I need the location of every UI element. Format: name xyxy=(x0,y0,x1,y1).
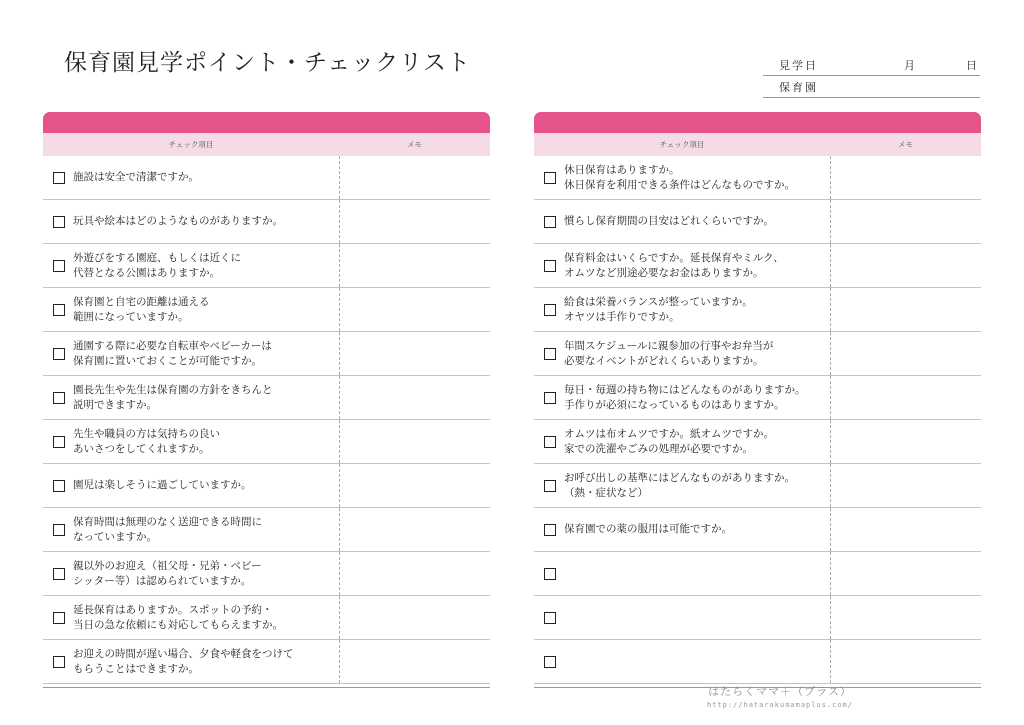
checkbox[interactable] xyxy=(53,656,65,668)
checklist-row xyxy=(43,420,490,464)
check-item-label: 施設は安全で清潔ですか。 xyxy=(73,171,199,183)
checklist-row xyxy=(534,464,981,508)
checkbox[interactable] xyxy=(544,260,556,272)
checkbox[interactable] xyxy=(544,436,556,448)
memo-cell[interactable] xyxy=(340,508,490,551)
checkbox[interactable] xyxy=(53,172,65,184)
check-item-label: 毎日・毎週の持ち物にはどんなものがありますか。 手作りが必須になっているものはありますか。 xyxy=(564,383,806,411)
checklist-row xyxy=(534,332,981,376)
checkbox[interactable] xyxy=(544,172,556,184)
memo-cell[interactable] xyxy=(831,420,981,463)
visit-info xyxy=(763,54,980,98)
checklist-row xyxy=(534,288,981,332)
memo-cell[interactable] xyxy=(831,596,981,639)
checkbox[interactable] xyxy=(544,480,556,492)
checkbox[interactable] xyxy=(53,392,65,404)
panel-header-bar xyxy=(534,112,981,133)
check-item xyxy=(43,332,340,375)
checkbox[interactable] xyxy=(544,612,556,624)
check-item-label: 延長保育はありますか。スポットの予約・ 当日の急な依頼にも対応してもらえますか。 xyxy=(73,603,283,631)
check-item xyxy=(534,200,831,243)
memo-cell[interactable] xyxy=(831,376,981,419)
memo-cell[interactable] xyxy=(831,552,981,595)
checklist-row xyxy=(534,376,981,420)
checkbox[interactable] xyxy=(544,656,556,668)
checkbox[interactable] xyxy=(53,260,65,272)
memo-cell[interactable] xyxy=(831,288,981,331)
memo-cell[interactable] xyxy=(340,640,490,683)
memo-cell[interactable] xyxy=(831,156,981,199)
memo-cell[interactable] xyxy=(831,640,981,683)
check-item xyxy=(43,464,340,507)
check-item xyxy=(43,508,340,551)
checklist-row xyxy=(43,596,490,640)
checkbox[interactable] xyxy=(544,568,556,580)
check-item-label: 保育時間は無理のなく送迎できる時間に なっていますか。 xyxy=(73,515,262,543)
checklist-row xyxy=(534,420,981,464)
check-col-header: チェック項目 xyxy=(659,140,705,149)
checklist-row xyxy=(534,552,981,596)
checkbox[interactable] xyxy=(53,348,65,360)
check-item xyxy=(43,288,340,331)
page-title: 保育園見学ポイント・チェックリスト xyxy=(64,50,471,76)
check-item-label: 親以外のお迎え（祖父母・兄弟・ベビー シッター等）は認められていますか。 xyxy=(73,559,262,587)
checklist-row xyxy=(534,640,981,684)
memo-cell[interactable] xyxy=(340,244,490,287)
memo-cell[interactable] xyxy=(831,200,981,243)
checkbox[interactable] xyxy=(53,304,65,316)
check-item xyxy=(43,200,340,243)
memo-col-header: メモ xyxy=(898,140,913,149)
checkbox[interactable] xyxy=(53,612,65,624)
checkbox[interactable] xyxy=(53,216,65,228)
checkbox[interactable] xyxy=(544,392,556,404)
checklist-row xyxy=(43,376,490,420)
memo-cell[interactable] xyxy=(340,156,490,199)
check-item xyxy=(43,244,340,287)
check-item-label: 外遊びをする園庭、もしくは近くに 代替となる公園はありますか。 xyxy=(73,251,241,279)
checklist-row xyxy=(43,552,490,596)
checkbox[interactable] xyxy=(53,436,65,448)
checklist-row xyxy=(43,156,490,200)
memo-cell[interactable] xyxy=(340,376,490,419)
footer-url[interactable]: http://hatarakumamaplus.com/ xyxy=(706,701,853,709)
checkbox[interactable] xyxy=(544,348,556,360)
check-item xyxy=(43,596,340,639)
memo-cell[interactable] xyxy=(340,200,490,243)
checkbox[interactable] xyxy=(53,568,65,580)
visit-nursery-label: 保育園 xyxy=(779,81,818,94)
check-item xyxy=(534,244,831,287)
check-item-label: 園長先生や先生は保育園の方針をきちんと 説明できますか。 xyxy=(73,383,273,411)
check-item-label: 年間スケジュールに親参加の行事やお弁当が 必要なイベントがどれくらいありますか。 xyxy=(564,339,774,367)
panel-bottom-rule xyxy=(43,684,490,688)
memo-cell[interactable] xyxy=(831,332,981,375)
check-item-label: 保育園と自宅の距離は通える 範囲になっていますか。 xyxy=(73,295,210,323)
memo-cell[interactable] xyxy=(340,420,490,463)
check-item xyxy=(534,508,831,551)
memo-cell[interactable] xyxy=(831,464,981,507)
checklist-row xyxy=(43,288,490,332)
checklist-row xyxy=(43,464,490,508)
visit-month-label: 月 xyxy=(904,59,917,72)
memo-cell[interactable] xyxy=(340,288,490,331)
checklist-row xyxy=(43,332,490,376)
checkbox[interactable] xyxy=(544,304,556,316)
checklist-row xyxy=(534,508,981,552)
check-item-label: 休日保育はありますか。 休日保育を利用できる条件はどんなものですか。 xyxy=(564,163,795,191)
visit-date-label: 見学日 xyxy=(779,59,818,72)
memo-cell[interactable] xyxy=(340,596,490,639)
table-header xyxy=(534,133,981,156)
checklist-row xyxy=(534,596,981,640)
checklist-row xyxy=(43,640,490,684)
checkbox[interactable] xyxy=(544,216,556,228)
check-item xyxy=(534,464,831,507)
checklist-row xyxy=(534,200,981,244)
memo-col-header: メモ xyxy=(407,140,422,149)
checklist-panel-left xyxy=(43,112,490,688)
check-item-label: 保育料金はいくらですか。延長保育やミルク、 オムツなど別途必要なお金はありますか。 xyxy=(564,251,784,279)
check-item xyxy=(534,596,831,639)
check-col-header: チェック項目 xyxy=(168,140,214,149)
check-item xyxy=(43,156,340,199)
check-item-label: 園児は楽しそうに過ごしていますか。 xyxy=(73,479,252,491)
table-header xyxy=(43,133,490,156)
check-item-label: 慣らし保育期間の目安はどれくらいですか。 xyxy=(564,215,774,227)
footer-brand xyxy=(700,683,860,709)
check-item-label: お迎えの時間が遅い場合、夕食や軽食をつけて もらうことはできますか。 xyxy=(73,647,294,675)
memo-cell[interactable] xyxy=(831,244,981,287)
check-item xyxy=(43,420,340,463)
check-item-label: オムツは布オムツですか。紙オムツですか。 家での洗濯やごみの処理が必要ですか。 xyxy=(564,427,774,455)
check-item-label: 通園する際に必要な自転車やベビーカーは 保育園に置いておくことが可能ですか。 xyxy=(73,339,272,367)
check-item xyxy=(534,420,831,463)
panel-header-bar xyxy=(43,112,490,133)
checklist-row xyxy=(43,200,490,244)
check-item-label: 保育園での薬の服用は可能ですか。 xyxy=(564,523,732,535)
memo-cell[interactable] xyxy=(340,552,490,595)
check-item xyxy=(43,376,340,419)
memo-cell[interactable] xyxy=(831,508,981,551)
checkbox[interactable] xyxy=(53,524,65,536)
memo-cell[interactable] xyxy=(340,464,490,507)
check-item xyxy=(43,640,340,683)
check-item xyxy=(534,376,831,419)
check-item xyxy=(534,552,831,595)
checklist-row xyxy=(43,508,490,552)
checklist-row xyxy=(43,244,490,288)
check-item-label: お呼び出しの基準にはどんなものがありますか。 （熱・症状など） xyxy=(564,471,795,499)
check-item xyxy=(43,552,340,595)
check-item-label: 先生や職員の方は気持ちの良い あいさつをしてくれますか。 xyxy=(73,427,220,455)
visit-day-label: 日 xyxy=(966,59,979,72)
memo-cell[interactable] xyxy=(340,332,490,375)
checklist-panel-right xyxy=(534,112,981,688)
footer-brand-name: はたらくママ＋（プラス） xyxy=(708,685,852,698)
check-item xyxy=(534,156,831,199)
checklist-row xyxy=(534,244,981,288)
check-item-label: 給食は栄養バランスが整っていますか。 オヤツは手作りですか。 xyxy=(564,295,753,323)
check-item-label: 玩具や絵本はどのようなものがありますか。 xyxy=(73,215,283,227)
checkbox[interactable] xyxy=(53,480,65,492)
check-item xyxy=(534,332,831,375)
visit-date-row[interactable] xyxy=(763,54,980,76)
check-item xyxy=(534,640,831,683)
visit-nursery-row[interactable] xyxy=(763,76,980,98)
checklist-row xyxy=(534,156,981,200)
check-item xyxy=(534,288,831,331)
checkbox[interactable] xyxy=(544,524,556,536)
